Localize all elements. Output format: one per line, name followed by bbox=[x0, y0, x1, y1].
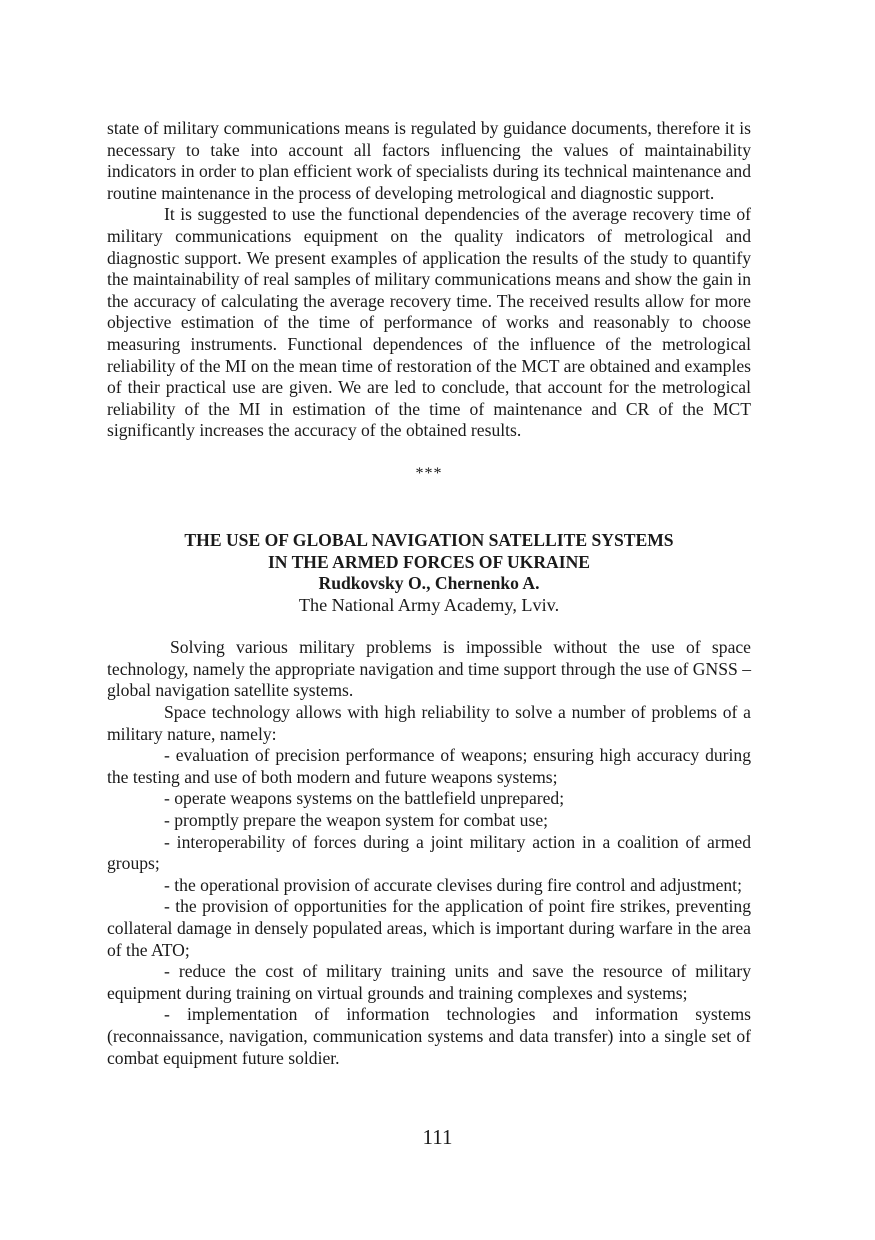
list-item: - operate weapons systems on the battlefield unprepared; bbox=[164, 788, 565, 809]
list-item: - reduce the cost of military training units and save the resource of military equipment during training on virtual grounds and training complexes and systems; bbox=[107, 961, 751, 1003]
page-content bbox=[107, 118, 751, 1069]
list-item: - interoperability of forces during a joint military action in a coalition of armed groups; bbox=[107, 831, 751, 874]
intro-paragraph-2: It is suggested to use the functional dependencies of the average recovery time of military communications equipment on the quality indicators of metrological and diagnostic support. We present examples of application the results of the study to quantify the maintainability of real samples of military communications means and show the gain in the accuracy of calculating the average recovery time. The received results allow for more objective estimation of the time of performance of works and reasonably to choose measuring instruments. Functional dependences of the influence of the metrological reliability of the MI on the mean time of restoration of the MCT are obtained and examples of their practical use are given. We are led to conclude, that account for the metrological reliability of the MI in estimation of the time of maintenance and CR of the MCT significantly increases the accuracy of the obtained results. bbox=[107, 204, 751, 441]
article-affiliation: The National Army Academy, Lviv. bbox=[298, 594, 560, 615]
article-authors: Rudkovsky O., Chernenko A. bbox=[318, 573, 540, 594]
article-body bbox=[107, 637, 751, 1069]
list-item: - the operational provision of accurate clevises during fire control and adjustment; bbox=[164, 874, 742, 895]
list-item: - evaluation of precision performance of weapons; ensuring high accuracy during the testing and use of both modern and future weapons systems; bbox=[107, 745, 751, 787]
list-item: - the provision of opportunities for the application of point fire strikes, preventing collateral damage in densely populated areas, which is important during warfare in the area of the ATO; bbox=[107, 896, 751, 960]
section-separator: *** bbox=[415, 464, 443, 482]
intro-paragraph-1: state of military communications means is regulated by guidance documents, therefore it is necessary to take into account all factors influencing the values of maintainability indicators in order to plan efficient work of specialists during its technical maintenance and routine maintenance in the process of developing metrological and diagnostic support. bbox=[107, 118, 751, 203]
list-item: - promptly prepare the weapon system for combat use; bbox=[164, 810, 549, 831]
article-title-line-1: THE USE OF GLOBAL NAVIGATION SATELLITE SYSTEMS bbox=[184, 529, 674, 550]
article-paragraph-1: Solving various military problems is impossible without the use of space technology, namely the appropriate navigation and time support through the use of GNSS – global navigation satellite systems. bbox=[107, 637, 751, 701]
article-header bbox=[107, 530, 751, 616]
list-item: - implementation of information technologies and information systems (reconnaissance, navigation, communication systems and data transfer) into a single set of combat equipment future soldier. bbox=[107, 1004, 751, 1068]
page-number: 111 bbox=[422, 1125, 453, 1149]
article-title-line-2: IN THE ARMED FORCES OF UKRAINE bbox=[267, 551, 591, 572]
article-paragraph-2: Space technology allows with high reliability to solve a number of problems of a military nature, namely: bbox=[107, 702, 751, 744]
